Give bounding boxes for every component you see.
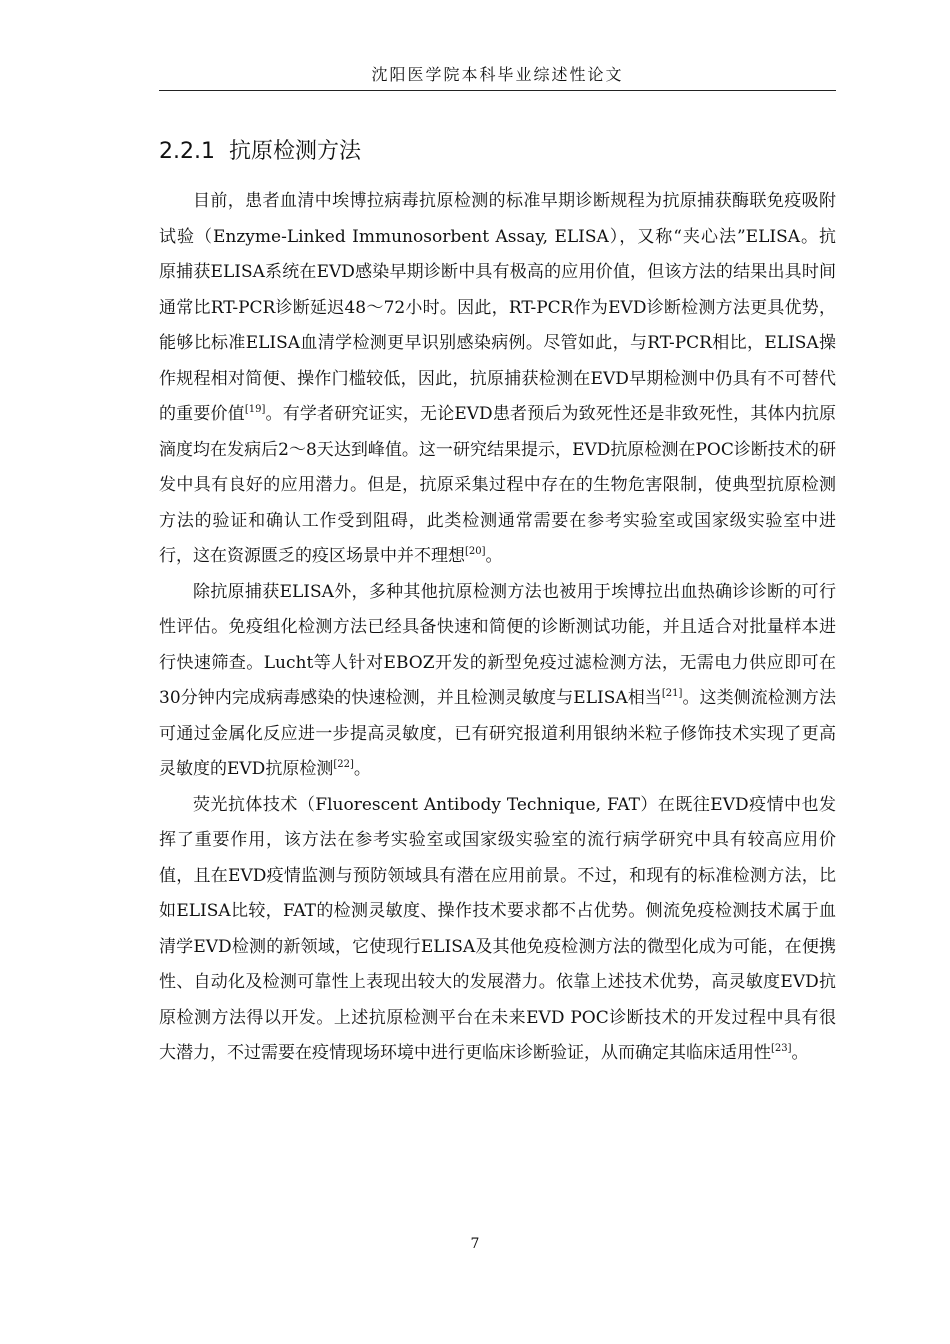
section-number: 2.2.1 xyxy=(159,139,215,164)
citation-20: [20] xyxy=(465,546,486,557)
page-number: 7 xyxy=(470,1236,480,1252)
paragraph-text: 。 xyxy=(353,759,371,779)
citation-21: [21] xyxy=(661,688,683,699)
section-title-text: 抗原检测方法 xyxy=(229,139,362,164)
paragraph-text: 。 xyxy=(791,1043,809,1063)
paragraph-1 xyxy=(159,184,836,575)
citation-19: [19] xyxy=(244,404,266,415)
paragraph-text: 目前，患者血清中埃博拉病毒抗原检测的标准早期诊断规程为抗原捕获酶联免疫吸附试验（Enzyme-Linked Immunosorbent Assay, ELISA），又称“夹心法”ELISA。抗原捕获ELISA系统在EVD感染早期诊断中具有极高的应用价值，但该方法的结果出具时间通常比RT-PCR诊断延迟48～72小时。因此，RT-PCR作为EVD诊断检测方法更具优势，能够比标准ELISA血清学检测更早识别感染病例。尽管如此，与RT-PCR相比，ELISA操作规程相对简便、操作门槛较低，因此，抗原捕获检测在EVD早期检测中仍具有不可替代的重要价值 xyxy=(159,191,836,424)
section-heading xyxy=(159,134,361,165)
paragraph-text: 。 xyxy=(485,546,503,566)
citation-22: [22] xyxy=(333,759,354,770)
paragraph-text: 除抗原捕获ELISA外，多种其他抗原检测方法也被用于埃博拉出血热确诊诊断的可行性评估。免疫组化检测方法已经具备快速和简便的诊断测试功能，并且适合对批量样本进行快速筛查。Lucht等人针对EBOZ开发的新型免疫过滤检测方法，无需电力供应即可在30分钟内完成病毒感染的快速检测，并且检测灵敏度与ELISA相当 xyxy=(159,581,836,708)
paragraph-3 xyxy=(159,788,836,1072)
paragraph-2 xyxy=(159,575,836,788)
paragraph-text: 。这类侧流检测方法可通过金属化反应进一步提高灵敏度，已有研究报道利用银纳米粒子修饰技术实现了更高灵敏度的EVD抗原检测 xyxy=(159,688,836,779)
citation-23: [23] xyxy=(771,1043,792,1054)
paragraph-text: 荧光抗体技术（Fluorescent Antibody Technique, FAT）在既往EVD疫情中也发挥了重要作用，该方法在参考实验室或国家级实验室的流行病学研究中具有较高应用价值，且在EVD疫情监测与预防领域具有潜在应用前景。不过，和现有的标准检测方法，比如ELISA比较，FAT的检测灵敏度、操作技术要求都不占优势。侧流免疫检测技术属于血清学EVD检测的新领域，它使现行ELISA及其他免疫检测方法的微型化成为可能，在便携性、自动化及检测可靠性上表现出较大的发展潜力。依靠上述技术优势，高灵敏度EVD抗原检测方法得以开发。上述抗原检测平台在未来EVD POC诊断技术的开发过程中具有很大潜力，不过需要在疫情现场环境中进行更临床诊断验证，从而确定其临床适用性 xyxy=(159,794,836,1063)
paragraph-text: 。有学者研究证实，无论EVD患者预后为致死性还是非致死性，其体内抗原滴度均在发病后2～8天达到峰值。这一研究结果提示，EVD抗原检测在POC诊断技术的研发中具有良好的应用潜力。但是，抗原采集过程中存在的生物危害限制，使典型抗原检测方法的验证和确认工作受到阻碍，此类检测通常需要在参考实验室或国家级实验室中进行，这在资源匮乏的疫区场景中并不理想 xyxy=(159,404,837,566)
header-divider xyxy=(159,90,836,91)
running-header: 沈阳医学院本科毕业综述性论文 xyxy=(371,65,624,84)
body-text xyxy=(159,184,836,1072)
